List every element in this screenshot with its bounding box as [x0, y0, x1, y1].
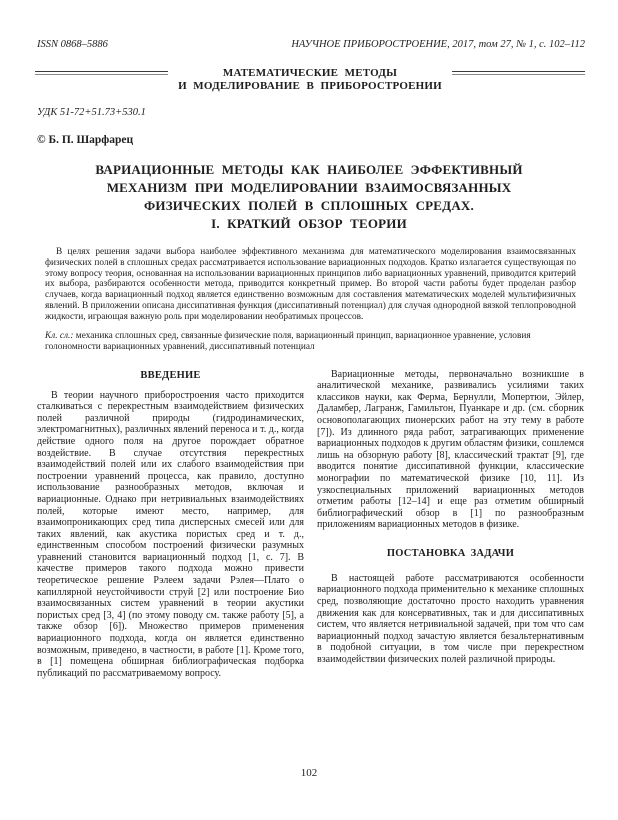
section-title-line1: МАТЕМАТИЧЕСКИЕ МЕТОДЫ: [222, 67, 398, 79]
author-line: © Б. П. Шарфарец: [37, 134, 134, 146]
abstract-text: В целях решения задачи выбора наиболее эффективного механизма для математического моделирования взаимосвязанных физических полей в сплошных средах рассматривается использование вариационных подходов. Кратко излагается существующая по этому вопросу теория, основанная на использовании вариационных принципов либо вариационных уравнений, приводится критерий их выбора, разбираются особенности метода, приводится конкретный пример. Во второй части работы будет проделан разбор случаев, когда вариационный подход является единственно возможным для составления математических моделей мультифизичных явлений. В приложении описана диссипативная функция (диссипативный потенциал) для случая однородной вязкой теплопроводной жидкости, играющая важную роль при моделировании необратимых процессов.: [45, 247, 576, 322]
journal-section-title: [168, 67, 452, 93]
title-line-1: ВАРИАЦИОННЫЕ МЕТОДЫ КАК НАИБОЛЕЕ ЭФФЕКТИВНЫЙ: [95, 162, 523, 177]
introduction-heading: ВВЕДЕНИЕ: [140, 369, 201, 381]
two-column-body: [37, 369, 585, 680]
problem-statement-paragraph: В настоящей работе рассматриваются особенности вариационного подхода применительно к механике сплошных сред, позволяющие достаточно просто находить уравнения движения как для консервативных, так и для диссипативных систем, что является нетривиальной задачей, при том что сам вариационный подход зачастую является безальтернативным в подобной ситуации, в том числе при перекрестном взаимодействии физических полей различной природы.: [317, 572, 584, 666]
section-banner: [35, 67, 585, 93]
keywords-label: Кл. сл.:: [45, 330, 74, 341]
title-line-3: ФИЗИЧЕСКИХ ПОЛЕЙ В СПЛОШНЫХ СРЕДАХ.: [144, 198, 474, 213]
udc-code: УДК 51-72+51.73+530.1: [37, 107, 146, 118]
left-column: [37, 369, 304, 680]
title-line-2: МЕХАНИЗМ ПРИ МОДЕЛИРОВАНИИ ВЗАИМОСВЯЗАННЫХ: [106, 180, 512, 195]
title-line-4: I. КРАТКИЙ ОБЗОР ТЕОРИИ: [211, 216, 407, 231]
page-number: 102: [300, 767, 318, 779]
introduction-paragraph: В теории научного приборостроения часто приходится сталкиваться с перекрестным взаимодействием физических полей различной природы (гидродинамических, электромагнитных), различных явлений переноса и т. д., когда действие одного поля на другое порождает обратное воздействие. В случае отсутствия перекрестных взаимодействий полей или их слабого взаимодействия при построении уравнений процесса, как правило, доступно использование разнообразных методов, включая и вариационные. Однако при нетривиальных взаимодействиях полей, которые имеют место, например, для взаимопроникающих сред типа дисперсных смесей или для таких явлений, как акустика пористых сред и т. д., единственным способом построений физически разумных уравнений становится вариационный подход [1, с. 7]. В качестве примеров такого подхода можно привести теоретическое решение Рэлеем задачи Рэлея—Плато о капиллярной неустойчивости струй [2] или построение Био взаимосвязанных систем уравнений в теории акустики пористых сред [3, 4] (по этому поводу см. также работу [5], а также обзор [6]). Множество примеров применения вариационного подхода, когда он является единственно возможным, приведено, в частности, в работе [1]. Кроме того, в [1] помещена обширная библиографическая подборка публикаций по рассматриваемому вопросу.: [37, 389, 304, 679]
right-double-rule: [452, 71, 585, 75]
problem-statement-heading: ПОСТАНОВКА ЗАДАЧИ: [386, 547, 515, 559]
right-column: [317, 369, 584, 680]
keywords-text: механика сплошных сред, связанные физические поля, вариационный принцип, вариационное уравнение, условия голономности вариационных уравнений, диссипативный потенциал: [45, 330, 531, 352]
section-title-line2: И МОДЕЛИРОВАНИЕ В ПРИБОРОСТРОЕНИИ: [178, 80, 442, 92]
left-double-rule: [35, 71, 168, 75]
running-head: [0, 0, 618, 51]
journal-reference: НАУЧНОЕ ПРИБОРОСТРОЕНИЕ, 2017, том 27, № 1, с. 102–112: [291, 39, 585, 50]
article-title: [30, 161, 588, 233]
history-paragraph: Вариационные методы, первоначально возникшие в аналитической механике, развивались усилиями таких классиков науки, как Ферма, Бернулли, Мопертюи, Эйлер, Даламбер, Лагранж, Гамильтон, Пуанкаре и др. (см. сборник основополагающих пионерских работ на эту тему в работе [7]). Из длинного ряда работ, затрагивающих применение вариационных подходов к другим областям физики, сошлемся лишь на обзорную работу [8], классический трактат [9], где вводится понятие диссипативной функции, классические монографии по математической физике [10, 11]. Из узкоспециальных приложений вариационных методов отметим работы [12–14] и еще раз отметим обширный библиографический обзор в [1] по разнообразным приложениям вариационных методов в физике.: [317, 368, 584, 531]
issn: ISSN 0868–5886: [37, 39, 108, 50]
keywords-line: [45, 331, 576, 353]
